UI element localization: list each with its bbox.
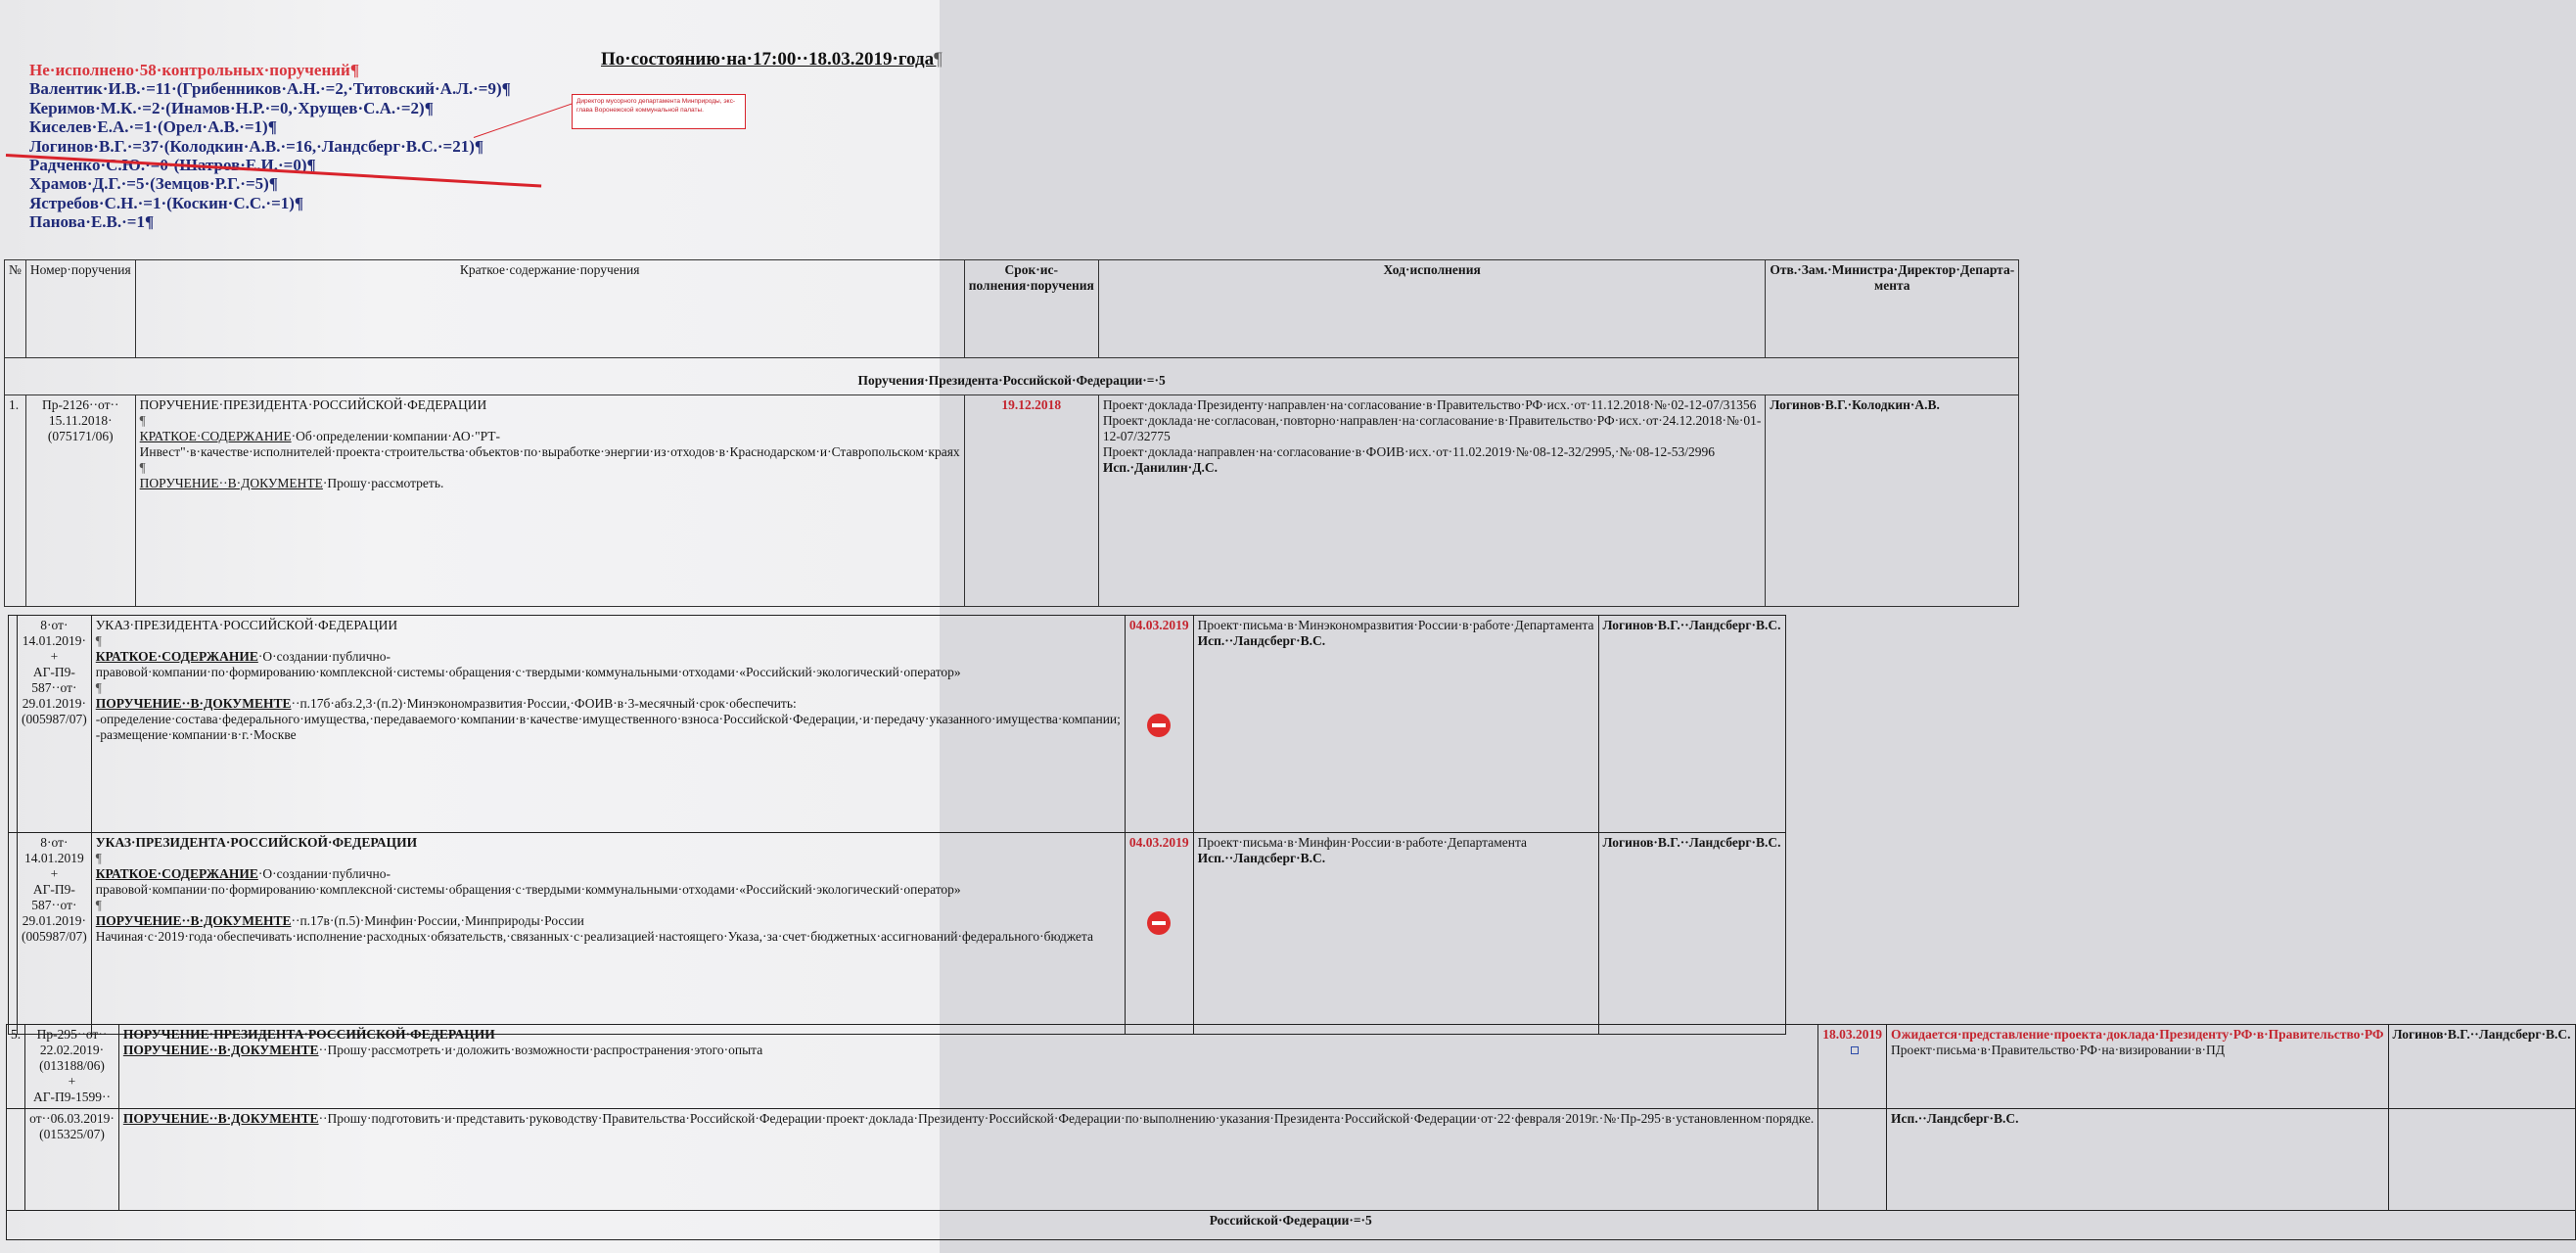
row-progress: Проект·письма·в·Минфин·России·в·работе·Департамента Исп.··Ландсберг·В.С. [1193, 833, 1598, 1035]
summary-block [29, 61, 511, 232]
summary-line: Керимов·М.К.·=2·(Инамов·Н.Р.·=0,·Хрущев·С.А.·=2)¶ [29, 98, 434, 117]
status-line: По·состоянию·на·17:00··18.03.2019·года¶ [601, 49, 943, 70]
row-deadline: 19.12.2018 [964, 395, 1098, 607]
col-progress: Ход·исполнения [1098, 260, 1766, 358]
section-title: Поручения·Президента·Российской·Федерации·=·5 [5, 358, 2019, 395]
row-resp: Логинов·В.Г.··Ландсберг·В.С. [2388, 1025, 2575, 1109]
table-row [7, 1025, 2576, 1109]
row-summary: ПОРУЧЕНИЕ·ПРЕЗИДЕНТА·РОССИЙСКОЙ·ФЕДЕРАЦИИ ПОРУЧЕНИЕ··В·ДОКУМЕНТЕ··Прошу·рассмотреть·и·доложить·возможности·распространения·этого·опыта [118, 1025, 1817, 1109]
row-summary: ПОРУЧЕНИЕ·ПРЕЗИДЕНТА·РОССИЙСКОЙ·ФЕДЕРАЦИИ ¶ КРАТКОЕ·СОДЕРЖАНИЕ·Об·определении·компании·АО·"РТ-Инвест"·в·качестве·исполнителей·проекта·строительства·объектов·по·выработке·энергии·из·отходов·в·Краснодарском·и·Ставропольском·краях ¶ ПОРУЧЕНИЕ··В·ДОКУМЕНТЕ·Прошу·рассмотреть. [135, 395, 964, 607]
row-progress: Проект·письма·в·Минэкономразвития·России·в·работе·Департамента Исп.··Ландсберг·В.С. [1193, 616, 1598, 833]
col-deadline: Срок·ис-полнения·поручения [964, 260, 1098, 358]
row-progress: Проект·доклада·Президенту·направлен·на·согласование·в·Правительство·РФ·исх.·от·11.12.2018·№·02-12-07/31356 Проект·доклада·не·согласован,·повторно·направлен·на·согласование·в·Правительство·РФ·исх.·от·24.12.2018·№·01-12-07/32775 Проект·доклада·направлен·на·согласование·в·ФОИВ·исх.·от·11.02.2019·№·08-12-32/2995,·№·08-12-53/2996 Исп.·Данилин·Д.С. [1098, 395, 1766, 607]
summary-line: Ястребов·С.Н.·=1·(Коскин·С.С.·=1)¶ [29, 193, 304, 212]
table-row [9, 833, 1786, 1035]
summary-line-highlighted: Логинов·В.Г.·=37·(Колодкин·А.В.·=16,·Ландсберг·В.С.·=21)¶ [29, 136, 484, 156]
row-num: 1. [5, 395, 26, 607]
summary-title: Не·исполнено·58·контрольных·поручений¶ [29, 61, 360, 79]
summary-line: Панова·Е.В.·=1¶ [29, 212, 155, 232]
col-number: Номер·поручения [25, 260, 135, 358]
col-num: № [5, 260, 26, 358]
row-resp: Логинов·В.Г.··Ландсберг·В.С. [1598, 616, 1785, 833]
table-row [7, 1109, 2576, 1211]
row-resp: Логинов·В.Г.·Колодкин·А.В. [1766, 395, 2019, 607]
row-number: 8·от· 14.01.2019· + АГ-П9-587··от· 29.01.2019· (005987/07) [18, 616, 92, 833]
section-title-partial: Российской·Федерации·=·5 [7, 1211, 2576, 1240]
row-progress: Ожидается·представление·проекта·доклада·Президенту·РФ·в·Правительство·РФ Проект·письма·в·Правительство·РФ·на·визировании·в·ПД [1887, 1025, 2388, 1109]
col-summary: Краткое·содержание·поручения [135, 260, 964, 358]
callout-annotation: Директор мусорного департамента Минприроды, экс-глава Воронежской коммунальной палаты. [572, 94, 746, 129]
row-number: от··06.03.2019· (015325/07) [25, 1109, 119, 1211]
table-row [9, 616, 1786, 833]
row-summary: ПОРУЧЕНИЕ··В·ДОКУМЕНТЕ··Прошу·подготовить·и·представить·руководству·Правительства·Российской·Федерации·проект·доклада·Президенту·Российской·Федерации·по·выполнению·указания·Президента·Российской·Федерации·от·22·февраля·2019г.·№·Пр-295·в·установленном·порядке. [118, 1109, 1817, 1211]
row-summary: УКАЗ·ПРЕЗИДЕНТА·РОССИЙСКОЙ·ФЕДЕРАЦИИ ¶ КРАТКОЕ·СОДЕРЖАНИЕ·О·создании·публично-правовой·компании·по·формированию·комплексной·системы·обращения·с·твердыми·коммунальными·отходами·«Российский·экологический·оператор» ¶ ПОРУЧЕНИЕ··В·ДОКУМЕНТЕ··п.17б·абз.2,3·(п.2)·Минэкономразвития·России,·ФОИВ·в·3-месячный·срок·обеспечить: -определение·состава·федерального·имущества,·передаваемого·компании·в·качестве·имущественного·взноса·Российской·Федерации,·и·передачу·указанного·имущества·компании; -размещение·компании·в·г.·Москве [91, 616, 1125, 833]
col-resp: Отв.·Зам.·Министра·Директор·Департа-мента [1766, 260, 2019, 358]
row-number: Пр-295··от·· 22.02.2019· (013188/06) + АГ-П9-1599·· [25, 1025, 119, 1109]
summary-line: Храмов·Д.Г.·=5·(Земцов·Р.Г.·=5)¶ [29, 174, 278, 194]
marker-icon [1851, 1046, 1859, 1054]
assignments-table-middle [8, 615, 1786, 1035]
table-row [5, 395, 2019, 607]
row-deadline: 04.03.2019 [1125, 833, 1193, 1035]
summary-line: Валентик·И.В.·=11·(Грибенников·А.Н.·=2,·Титовский·А.Л.·=9)¶ [29, 79, 511, 99]
row-num: 5. [7, 1025, 25, 1109]
table-header-row [5, 260, 2019, 358]
stop-icon [1147, 714, 1171, 737]
section-row [5, 358, 2019, 395]
row-resp: Логинов·В.Г.··Ландсберг·В.С. [1598, 833, 1785, 1035]
assignments-table-top [4, 259, 2019, 607]
row-deadline: 18.03.2019 [1818, 1025, 1887, 1109]
section-row [7, 1211, 2576, 1240]
stop-icon [1147, 911, 1171, 935]
row-deadline: 04.03.2019 [1125, 616, 1193, 833]
assignments-table-bottom [6, 1024, 2576, 1240]
summary-line: Киселев·Е.А.·=1·(Орел·А.В.·=1)¶ [29, 117, 277, 137]
row-summary: УКАЗ·ПРЕЗИДЕНТА·РОССИЙСКОЙ·ФЕДЕРАЦИИ ¶ КРАТКОЕ·СОДЕРЖАНИЕ·О·создании·публично-правовой·компании·по·формированию·комплексной·системы·обращения·с·твердыми·коммунальными·отходами·«Российский·экологический·оператор» ¶ ПОРУЧЕНИЕ··В·ДОКУМЕНТЕ··п.17в·(п.5)·Минфин·России,·Минприроды·России Начиная·с·2019·года·обеспечивать·исполнение·расходных·обязательств,·связанных·с·реализацией·настоящего·Указа,·за·счет·бюджетных·ассигнований·федерального·бюджета [91, 833, 1125, 1035]
row-number: Пр-2126··от·· 15.11.2018· (075171/06) [25, 395, 135, 607]
row-progress: Исп.··Ландсберг·В.С. [1887, 1109, 2388, 1211]
row-number: 8·от· 14.01.2019 + АГ-П9-587··от· 29.01.2019· (005987/07) [18, 833, 92, 1035]
summary-line: Радченко·С.Ю.·=0·(Шатров·Е.И.·=0)¶ [29, 156, 316, 175]
